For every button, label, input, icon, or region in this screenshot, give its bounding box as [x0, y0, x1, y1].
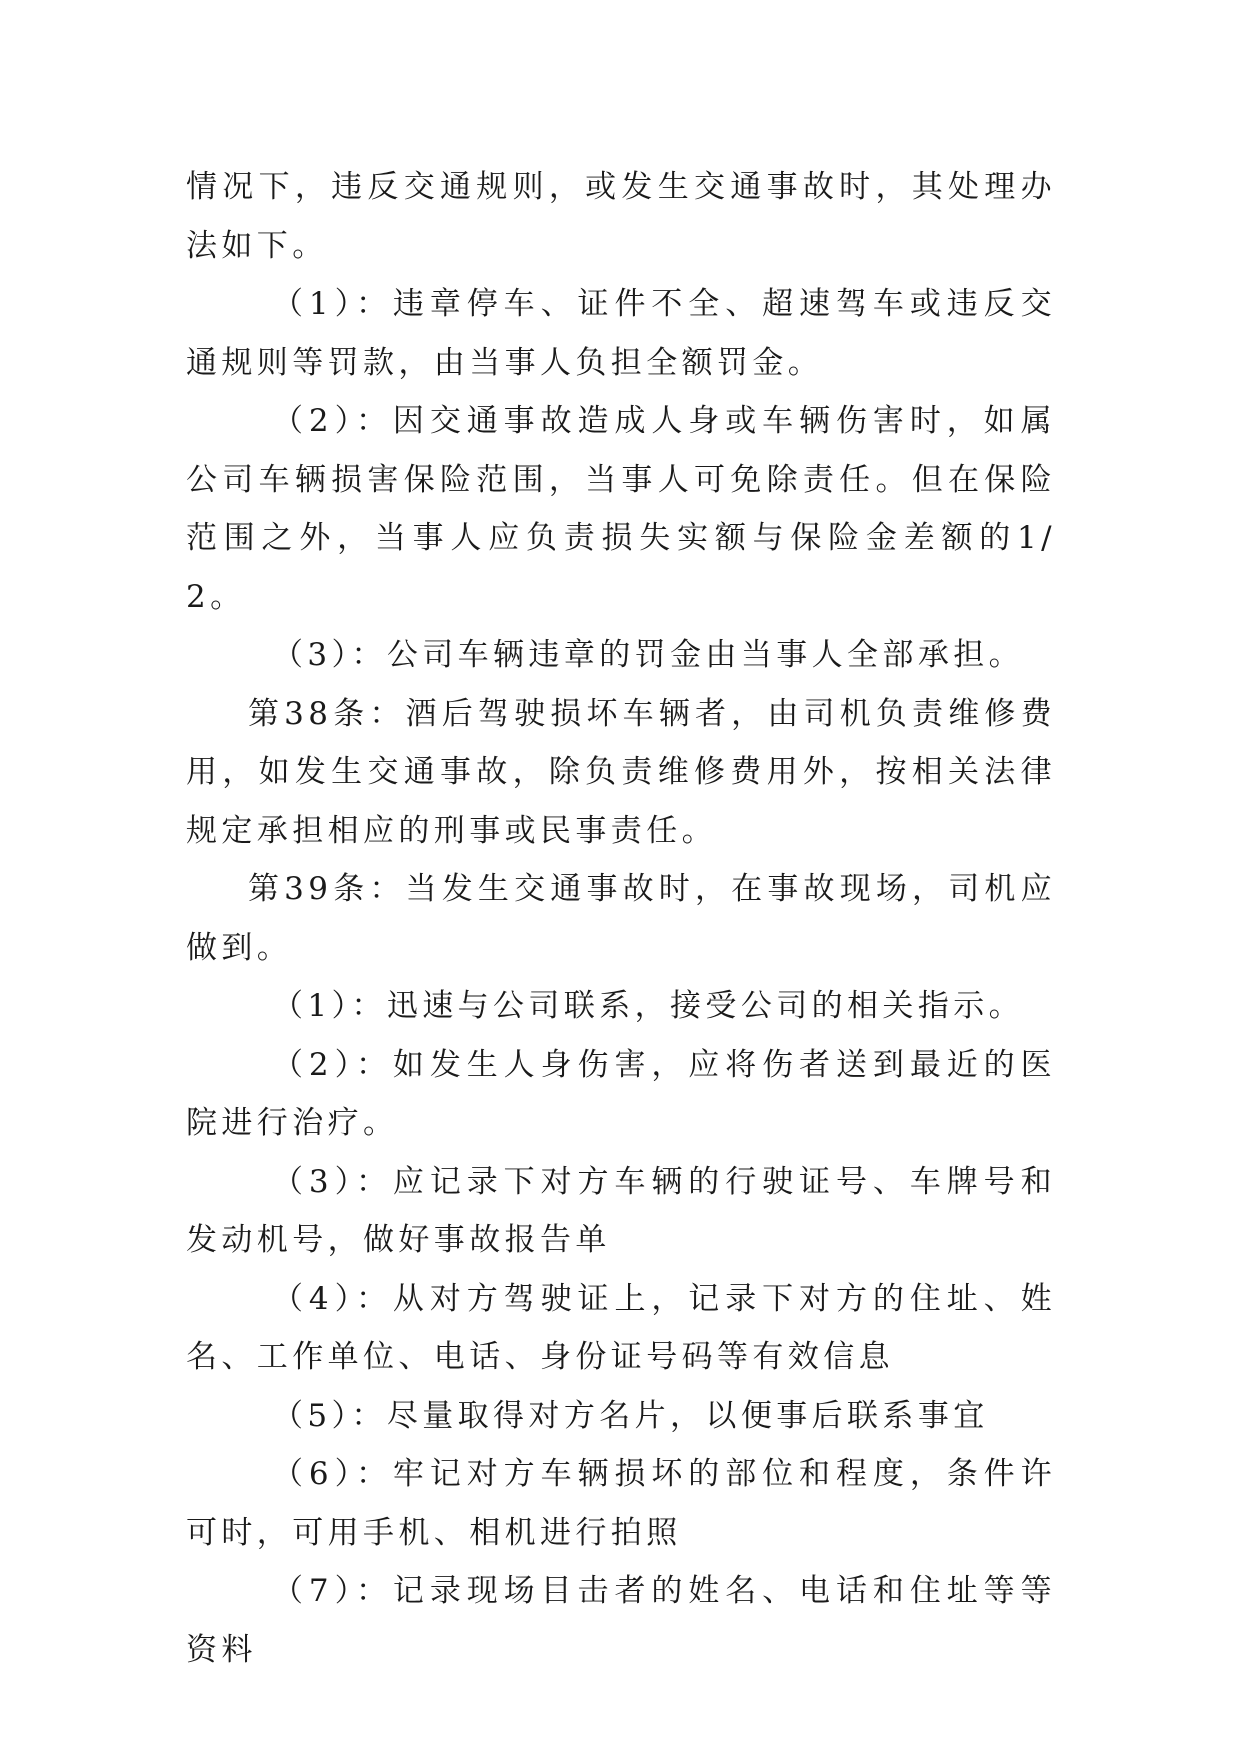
- paragraph-item-3-violation-fines: （3）：公司车辆违章的罚金由当事人全部承担。: [272, 637, 1025, 673]
- paragraph-step-6: （6）：牢记对方车辆损坏的部位和程度，条件许可时，可用手机、相机进行拍照: [186, 1456, 1056, 1551]
- paragraph-item-1-fines: （1）：违章停车、证件不全、超速驾车或违反交通规则等罚款，由当事人负担全额罚金。: [186, 286, 1056, 381]
- paragraph-article-39: 第39条：当发生交通事故时，在事故现场，司机应做到。: [186, 871, 1056, 966]
- paragraph-step-5: （5）：尽量取得对方名片，以便事后联系事宜: [272, 1397, 989, 1434]
- document-body: [186, 158, 1056, 1679]
- paragraph-item-2-accident-damage: （2）：因交通事故造成人身或车辆伤害时，如属公司车辆损害保险范围，当事人可免除责任。但在保险范围之外，当事人应负责损失实额与保险金差额的1/2。: [186, 403, 1056, 615]
- paragraph-article-38: 第38条：酒后驾驶损坏车辆者，由司机负责维修费用，如发生交通事故，除负责维修费用外，按相关法律规定承担相应的刑事或民事责任。: [186, 695, 1056, 849]
- paragraph-step-7: （7）：记录现场目击者的姓名、电话和住址等等资料: [186, 1573, 1056, 1668]
- paragraph-step-1: （1）：迅速与公司联系，接受公司的相关指示。: [272, 988, 1025, 1024]
- paragraph-continuation: 情况下，违反交通规则，或发生交通事故时，其处理办法如下。: [186, 169, 1056, 264]
- paragraph-step-4: （4）：从对方驾驶证上，记录下对方的住址、姓名、工作单位、电话、身份证号码等有效信息: [186, 1280, 1056, 1375]
- paragraph-step-2: （2）：如发生人身伤害，应将伤者送到最近的医院进行治疗。: [186, 1046, 1056, 1141]
- paragraph-step-3: （3）：应记录下对方车辆的行驶证号、车牌号和发动机号，做好事故报告单: [186, 1163, 1056, 1258]
